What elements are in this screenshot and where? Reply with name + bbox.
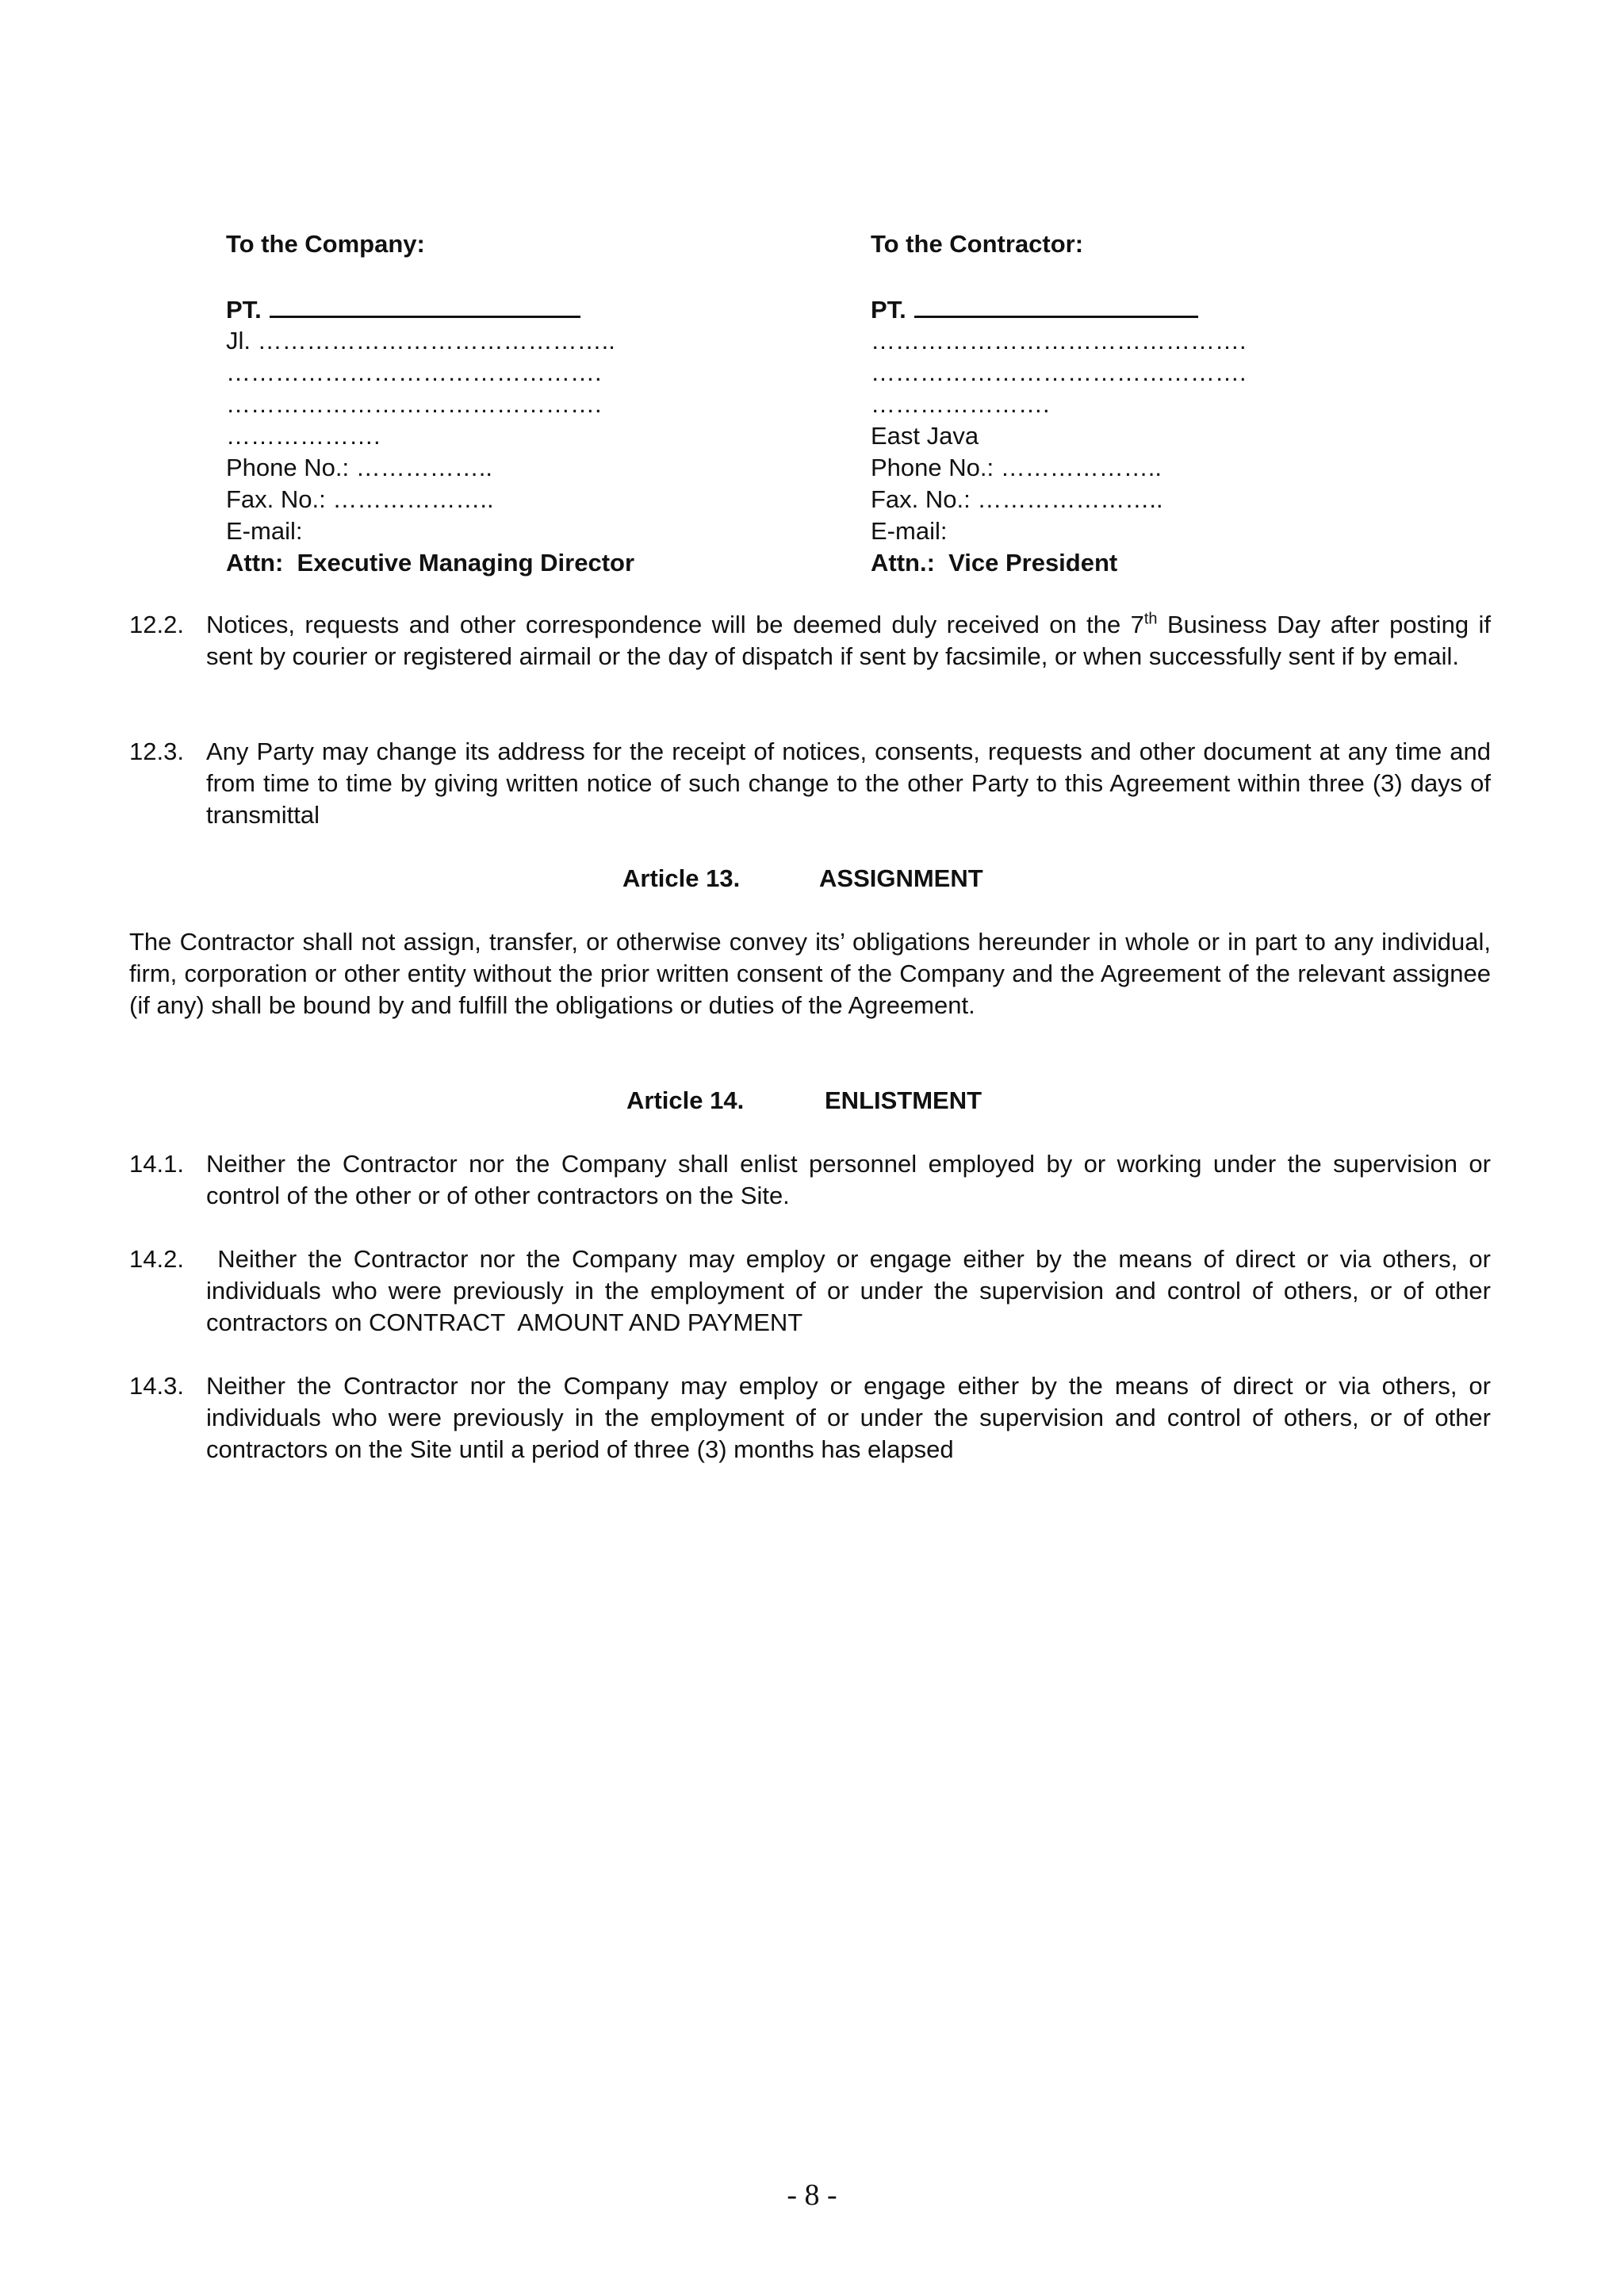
company-email: E-mail: (226, 517, 303, 545)
clause-number: 14.2. (129, 1245, 184, 1273)
company-pt-line (226, 293, 797, 325)
contractor-pt-line (871, 293, 1442, 325)
contractor-address-block (871, 228, 1442, 579)
clause-14-3 (129, 1370, 1491, 1466)
clause-number: 12.3. (129, 738, 184, 765)
company-heading: To the Company: (226, 230, 425, 258)
contractor-attn (871, 547, 1442, 579)
clause-14-1 (129, 1148, 1491, 1212)
company-address-line-2: ………………………………………. (226, 358, 602, 386)
company-address-line-3: ………………………………………. (226, 390, 602, 418)
contractor-phone: Phone No.: ……………….. (871, 454, 1162, 481)
company-attn-value: Executive Managing Director (297, 549, 635, 577)
clause-14-2 (129, 1243, 1498, 1339)
contractor-attn-label: Attn.: (871, 549, 935, 577)
company-address-line-4: ………………. (226, 422, 381, 450)
company-address-line-1: Jl. …………………………………….. (226, 327, 615, 354)
clause-text: Neither the Contractor nor the Company shall enlist personnel employed by or working under the supervision or control of the other or of other contractors on the Site. (206, 1150, 1491, 1209)
contractor-pt-label: PT. (871, 296, 906, 324)
article-13-body: The Contractor shall not assign, transfer, or otherwise convey its’ obligations hereunder in whole or in part to any individual, firm, corporation or other entity without the prior written consent of the Company and the Agreement of the relevant assignee (if any) shall be bound by and fulfill the obligations or duties of the Agreement. (129, 928, 1491, 1019)
article-13-title: ASSIGNMENT (819, 864, 983, 892)
clause-text: Neither the Contractor nor the Company may employ or engage either by the means of direct or via others, or individuals who were previously in the employment of or under the supervision and control of others, or of other contractors on CONTRACT AMOUNT AND PAYMENT (206, 1245, 1498, 1336)
clause-text: Neither the Contractor nor the Company may employ or engage either by the means of direct or via others, or individuals who were previously in the employment of or under the supervision and control of others, or of other contractors on the Site until a period of three (3) months has elapsed (206, 1372, 1491, 1463)
company-attn-label: Attn: (226, 549, 284, 577)
clause-12-3 (129, 736, 1491, 831)
contractor-region: East Java (871, 422, 979, 450)
company-attn (226, 547, 797, 579)
contractor-address-line-3: …………………. (871, 390, 1050, 418)
contractor-address-line-1: ………………………………………. (871, 327, 1247, 354)
contractor-address-line-2: ………………………………………. (871, 358, 1247, 386)
clause-text-start: Notices, requests and other correspondence will be deemed duly received on the 7 (206, 611, 1144, 638)
contractor-attn-value: Vice President (948, 549, 1118, 577)
company-address-block (226, 228, 797, 579)
company-phone: Phone No.: …………….. (226, 454, 492, 481)
contractor-pt-blank (914, 293, 1198, 318)
clause-number: 14.3. (129, 1372, 184, 1400)
page-number: - 8 - (787, 2178, 837, 2212)
clause-number: 14.1. (129, 1150, 184, 1178)
article-14-label: Article 14. (626, 1086, 745, 1114)
superscript-th: th (1143, 610, 1158, 628)
contractor-heading: To the Contractor: (871, 230, 1084, 258)
article-14-title: ENLISTMENT (825, 1086, 982, 1114)
clause-12-2 (129, 609, 1491, 672)
contractor-email: E-mail: (871, 517, 948, 545)
clause-number: 12.2. (129, 611, 184, 638)
clause-text: Any Party may change its address for the receipt of notices, consents, requests and other document at any time and from time to time by giving written notice of such change to the other Party to this Agreement within three (3) days of transmittal (206, 738, 1491, 829)
company-pt-blank (270, 293, 580, 318)
article-13-label: Article 13. (622, 864, 741, 892)
company-fax: Fax. No.: ……………….. (226, 485, 494, 513)
clause-text-end: Business Day after posting if sent by courier or registered airmail or the day of dispatch if sent by facsimile, or when successfully sent if by email. (206, 611, 1491, 670)
clause-text (206, 609, 1491, 672)
company-pt-label: PT. (226, 296, 262, 324)
contractor-fax: Fax. No.: ………………….. (871, 485, 1163, 513)
